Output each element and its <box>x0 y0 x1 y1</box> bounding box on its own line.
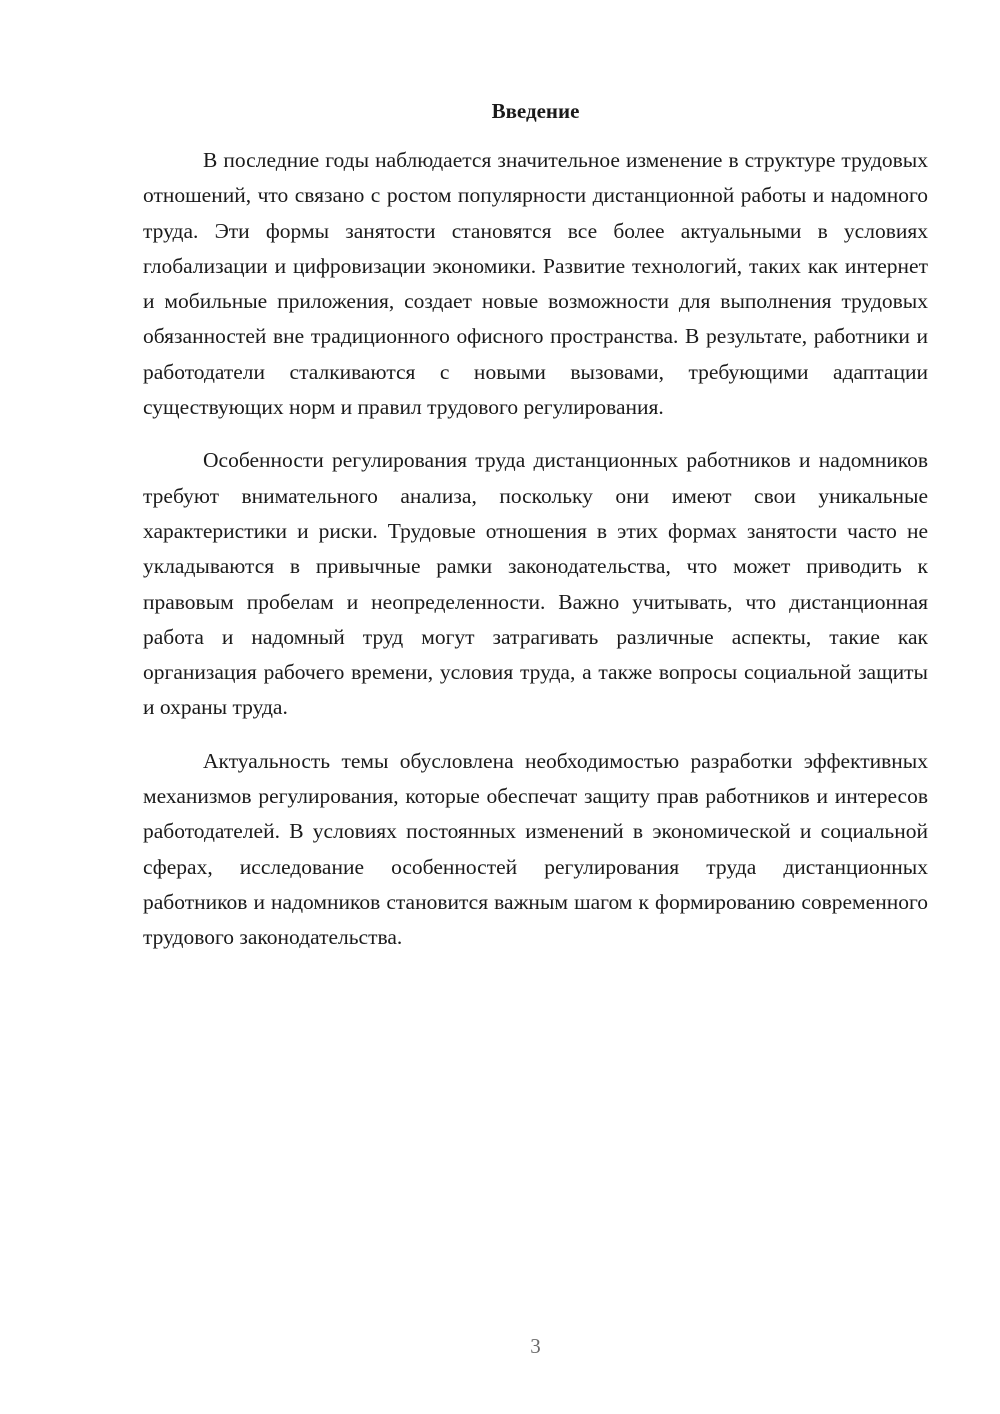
page-number: 3 <box>530 1334 541 1358</box>
paragraph-1: В последние годы наблюдается значительное изменение в структуре трудовых отношений, что связано с ростом популярности дистанционной работы и надомного труда. Эти формы занятости становятся все более актуальными в условиях глобализации и цифровизации экономики. Развитие технологий, таких как интернет и мобильные приложения, создает новые возможности для выполнения трудовых обязанностей вне традиционного офисного пространства. В результате, работники и работодатели сталкиваются с новыми вызовами, требующими адаптации существующих норм и правил трудового регулирования. <box>143 148 928 420</box>
paragraph-2: Особенности регулирования труда дистанционных работников и надомников требуют внимательного анализа, поскольку они имеют свои уникальные характеристики и риски. Трудовые отношения в этих формах занятости часто не укладываются в привычные рамки законодательства, что может приводить к правовым пробелам и неопределенности. Важно учитывать, что дистанционная работа и надомный труд могут затрагивать различные аспекты, такие как организация рабочего времени, условия труда, а также вопросы социальной защиты и охраны труда. <box>143 448 928 720</box>
paragraph-3: Актуальность темы обусловлена необходимостью разработки эффективных механизмов регулирования, которые обеспечат защиту прав работников и интересов работодателей. В условиях постоянных изменений в экономической и социальной сферах, исследование особенностей регулирования труда дистанционных работников и надомников становится важным шагом к формированию современного трудового законодательства. <box>143 748 928 950</box>
body-text <box>143 143 928 974</box>
section-heading: Введение <box>491 99 580 123</box>
